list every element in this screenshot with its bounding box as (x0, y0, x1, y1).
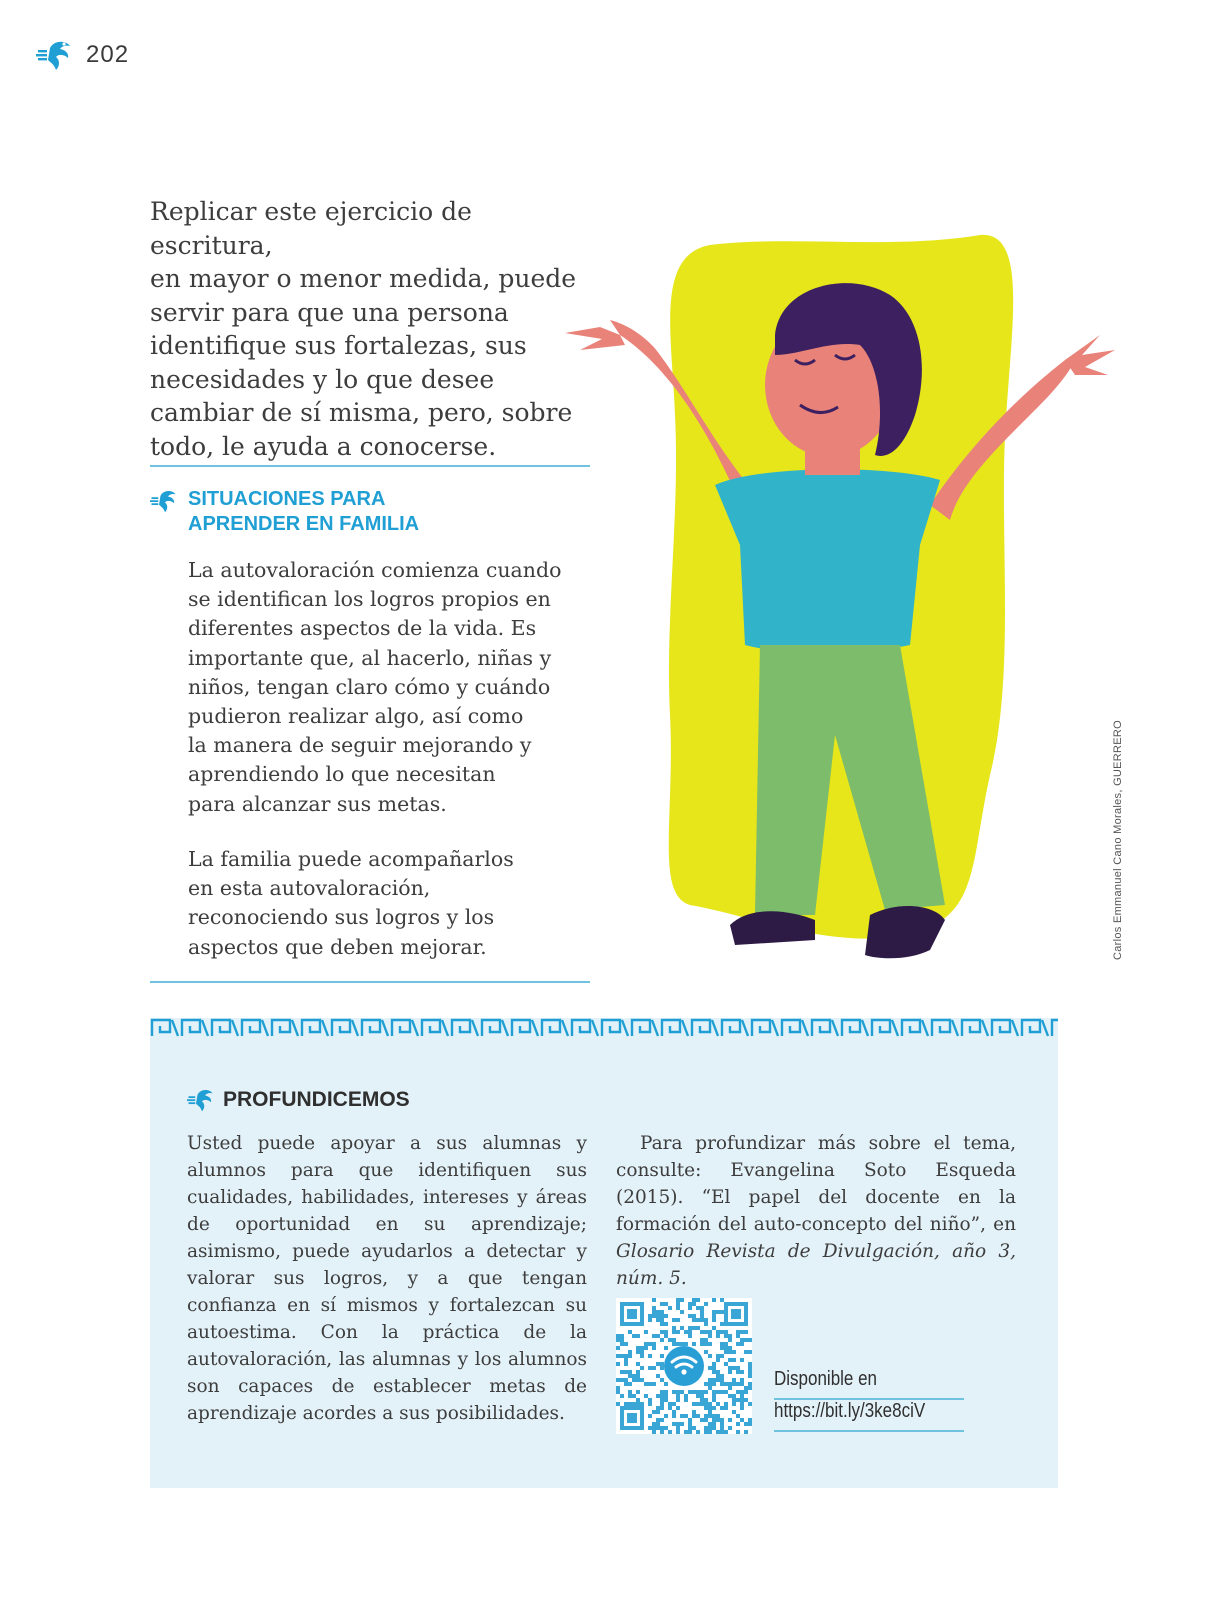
intro-paragraph (150, 195, 600, 463)
qr-code-icon[interactable] (616, 1298, 752, 1434)
profundicemos-title: PROFUNDICEMOS (223, 1088, 410, 1111)
intro-line: servir para que una persona (150, 297, 509, 327)
situaciones-title (188, 487, 419, 537)
intro-line: cambiar de sí misma, pero, sobre (150, 398, 573, 427)
profundicemos-left-text: Usted puede apoyar a sus alumnas y alumnos para que identifiquen sus cualidades, habilidades, intereses y áreas de oportunidad en su aprendizaje; asimismo, puede ayudarlos a detectar y valorar sus logros, y a que tengan confianza en sí mismos y fortalezcan su autoestima. Con la práctica de la autovaloración, las alumnas y los alumnos son capaces de establecer metas de aprendizaje acordes a sus posibilidades. (187, 1133, 587, 1424)
paragraph-line: importante que, al hacerlo, niñas y (188, 645, 552, 670)
situaciones-title-line: SITUACIONES PARA (188, 488, 386, 510)
paragraph-line: La autovaloración comienza cuando (188, 558, 562, 582)
feathered-serpent-icon (150, 487, 180, 515)
paragraph-line: niños, tengan claro cómo y cuándo (188, 674, 551, 699)
reference-italic: Glosario Revista de Divulgación, año 3, núm. 5. (616, 1241, 1016, 1289)
profundicemos-right-text (616, 1130, 1016, 1292)
paragraph-line: aspectos que deben mejorar. (188, 934, 487, 959)
paragraph-line: la manera de seguir mejorando y (188, 733, 532, 758)
teal-shirt (715, 469, 940, 652)
right-hand (1065, 335, 1115, 375)
paragraph-line: aprendiendo lo que necesitan (188, 762, 496, 787)
disponible-label: Disponible en (774, 1368, 878, 1390)
situaciones-header (150, 487, 419, 537)
feathered-serpent-icon (36, 38, 76, 72)
paragraph-line: en esta autovaloración, (188, 876, 431, 901)
situaciones-paragraph-1 (188, 556, 588, 819)
greca-border-pattern (150, 1018, 1058, 1038)
situaciones-paragraph-2 (188, 845, 588, 962)
paragraph-line: se identifican los logros propios en (188, 587, 551, 612)
left-hand (565, 315, 625, 350)
feathered-serpent-icon (187, 1087, 217, 1113)
right-shoe (865, 906, 945, 958)
page-number: 202 (86, 41, 130, 68)
source-link-underline (774, 1430, 964, 1432)
intro-line: Replicar este ejercicio de escritura, (150, 197, 472, 260)
paragraph-line: para alcanzar sus metas. (188, 791, 447, 816)
intro-line: identifique sus fortalezas, sus (150, 331, 527, 360)
section-divider-bottom (150, 981, 590, 983)
paragraph-line: diferentes aspectos de la vida. Es (188, 616, 537, 641)
intro-line: en mayor o menor medida, puede (150, 264, 577, 293)
situaciones-title-line: APRENDER EN FAMILIA (188, 513, 420, 535)
reference-text: Para profundizar más sobre el tema, consulte: Evangelina Soto Esqueda (2015). “El papel del docente en la formación del auto-concepto del niño”, en (616, 1133, 1016, 1235)
paragraph-line: reconociendo sus logros y los (188, 905, 495, 930)
page-header (36, 38, 129, 72)
section-divider-top (150, 465, 590, 467)
source-link[interactable]: https://bit.ly/3ke8ciV (774, 1400, 926, 1422)
paragraph-line: pudieron realizar algo, así como (188, 704, 524, 729)
illustration-credit: Carlos Emmanuel Cano Morales, GUERRERO (1112, 719, 1124, 960)
wifi-badge (664, 1346, 704, 1386)
intro-line: todo, le ayuda a conocerse. (150, 431, 497, 461)
intro-line: necesidades y lo que desee (150, 364, 495, 394)
profundicemos-header (187, 1087, 410, 1113)
child-arms-raised-illustration (560, 215, 1140, 990)
paragraph-line: La familia puede acompañarlos (188, 847, 514, 871)
